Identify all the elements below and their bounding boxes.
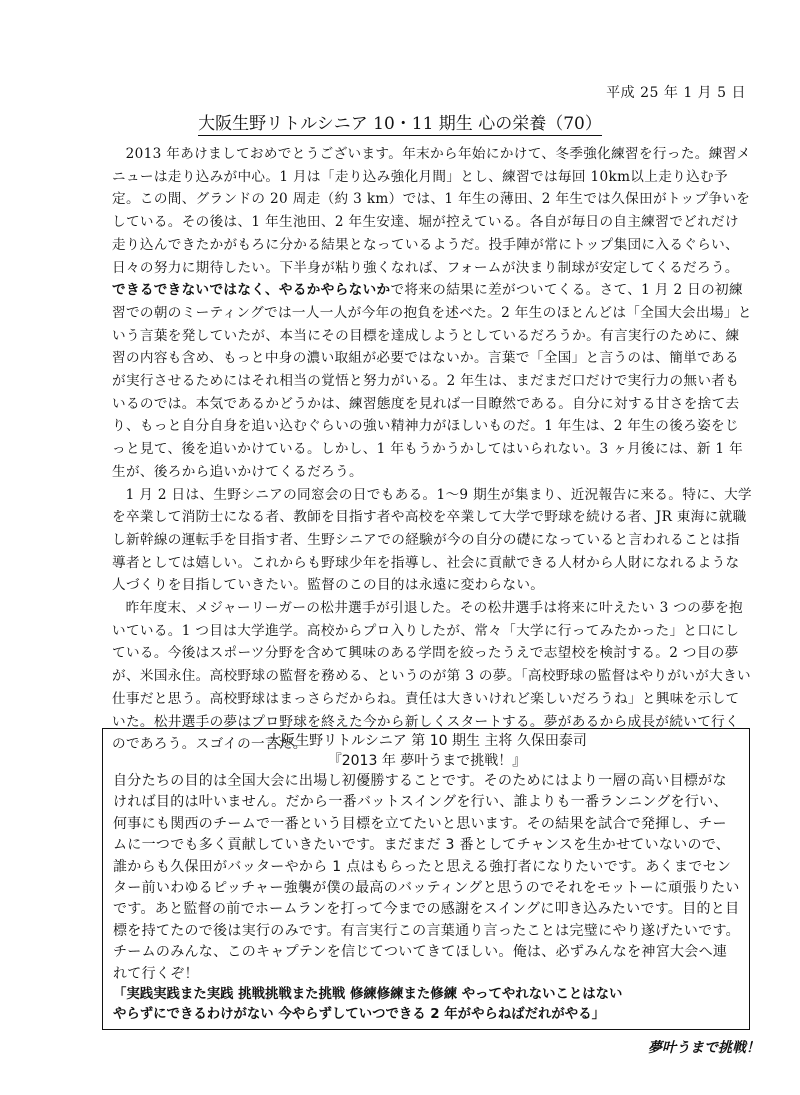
captain-slogan-line-1: 「実践実践また実践 挑戦挑戦また挑戦 修練修練また修練 やってやれないことはない xyxy=(113,987,623,1003)
paragraph-1-text-a: 2013 年あけましておめでとうございます。年末から年始にかけて、冬季強化練習を行った。練習メニューは走り込みが中心。1 月は「走り込み強化月間」とし、練習では毎回 10km以上走り込む予定。この間、グランドの 20 周走（約 3 km）では、1 年生の薄田、2 年生では久保田がトップ争いをしている。その後は、1 年生池田、2 年生安達、堀が控えている。各自が毎日の自主練習でどれだけ走り込んできたかがもろに分かる結果となっているようだ。投手陣が常にトップ集団に入るぐらい、日々の努力に期待したい。下半身が粘り強くなれば、フォームが決まり制球が安定してくるだろう。 xyxy=(112,146,751,276)
captain-slogan-line-2: やらずにできるわけがない 今やらずしていつできる 2 年がやらねばだれがやる」 xyxy=(113,1007,605,1023)
document-title-text: 大阪生野リトルシニア 10・11 期生 心の栄養（70） xyxy=(198,114,602,134)
paragraph-1-text-b: で将来の結果に差がついてくる。さて、1 月 2 日の初練習での朝のミーティングでは一人一人が今年の抱負を述べた。2 年生のほとんどは「全国大会出場」という言葉を発していたが、本当にその目標を達成しようとしているだろうか。有言実行のために、練習の内容も含め、もっと中身の濃い取組が必要ではないか。言葉で「全国」と言うのは、簡単であるが実行させるためにはそれ相当の覚悟と努力がいる。2 年生は、まだまだ口だけで実行力の無い者もいるのでは。本気であるかどうかは、練習態度を見れば一目瞭然である。自分に対する甘さを捨て去り、もっと自分自身を追い込むぐらいの強い精神力がほしいものだ。1 年生は、2 年生の後ろ姿をじっと見て、後を追いかけている。しかし、1 年もうかうかしてはいられない。3 ヶ月後には、新 1 年生が、後ろから追いかけてくるだろう。 xyxy=(112,282,752,480)
captain-message-subheading: 『2013 年 夢叶うまで挑戦！』 xyxy=(327,753,527,769)
article-paragraph-2: 1 月 2 日は、生野シニアの同窓会の日でもある。1～9 期生が集まり、近況報告に来る。特に、大学を卒業して消防士になる者、教師を目指す者や高校を卒業して大学で野球を続ける者、JR 東海に就職し新幹線の運転手を目指す者、生野シニアでの経験が今の自分の礎になっていると言われることは指導者としては嬉しい。これからも野球少年を指導し、社会に貢献できる人材から人財になれるような人づくりを目指していきたい。監督のこの目的は永遠に変わらない。 xyxy=(112,486,752,594)
captain-message-box xyxy=(102,728,750,1030)
paragraph-1-bold-phrase: できるできないではなく、やるかやらないか xyxy=(112,282,391,299)
captain-message-text: 自分たちの目的は全国大会に出場し初優勝することです。そのためにはより一層の高い目標がなければ目的は叶いません。だから一番バットスイングを行い、誰よりも一番ランニングを行い、何事にも関西のチームで一番という目標を立てたいと思います。その結果を試合で発揮し、チームに一つでも多く貢献していきたいです。まだまだ 3 番としてチャンスを生かせていないので、誰からも久保田がバッターやから 1 点はもらったと思える強打者になりたいです。あくまでセンター前いわゆるピッチャー強襲が僕の最高のバッティングと思うのでそれをモットーに頑張りたいです。あと監督の前でホームランを打って今までの感謝をスイングに叩き込みたいです。目的と目標を持てたので後は実行のみです。有言実行この言葉通り言ったことは完璧にやり遂げたいです。チームのみんな、このキャプテンを信じてついてきてほしい。俺は、必ずみんなを神宮大会へ連れて行くぞ！ xyxy=(113,773,740,982)
article-paragraph-1 xyxy=(112,143,752,484)
document-date: 平成 25 年 1 月 5 日 xyxy=(606,85,746,101)
article-body xyxy=(112,143,752,756)
footer-motto: 夢叶うまで挑戦！ xyxy=(648,1040,760,1056)
captain-message-heading: 大阪生野リトルシニア 第 10 期生 主将 久保田泰司 xyxy=(267,733,587,749)
article-paragraph-3: 昨年度末、メジャーリーガーの松井選手が引退した。その松井選手は将来に叶えたい 3 つの夢を抱いている。1 つ目は大学進学。高校からプロ入りしたが、常々「大学に行ってみたかった」と口にしている。今後はスポーツ分野を含めて興味のある学問を絞ったうえで志望校を検討する。2 つ目の夢が、米国永住。高校野球の監督を務める、というのが第 3 の夢。「高校野球の監督はやりがいが大きい仕事だと思う。高校野球はまっさらだからね。責任は大きいけれど楽しいだろうね」と興味を示していた。松井選手の夢はプロ野球を終えた今から新しくスタートする。夢があるから成長が続いて行くのであろう。スゴイの一言だ。 xyxy=(112,600,752,753)
document-title xyxy=(0,109,800,134)
